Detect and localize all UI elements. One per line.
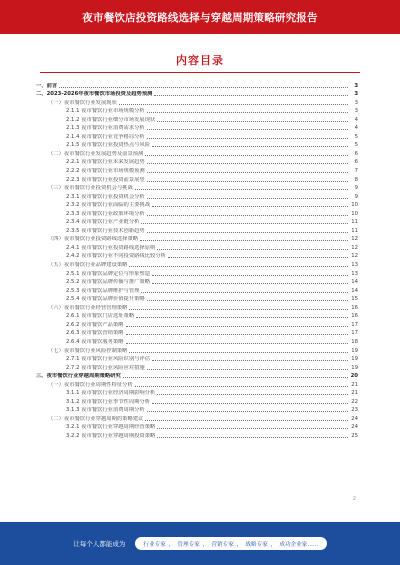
toc-entry-page: 17 [351,321,358,328]
toc-entry-text: 二、2023-2026年夜市餐饮市场投资及趋势预测 [36,91,153,98]
toc-leader-dots [152,275,348,276]
toc-entry[interactable] [36,200,358,209]
report-header-bar [0,0,400,34]
toc-entry-text: 3.1.2 夜市餐饮行业季节性周期分析 [66,398,151,405]
toc-entry[interactable] [36,319,358,328]
toc-entry-page: 20 [350,373,358,380]
toc-entry[interactable] [36,388,358,397]
toc-entry-text: 2.6.4 夜市餐饮服务策略 [66,338,124,345]
footer-role: 营销专家 [211,541,234,548]
toc-entry-page: 9 [354,193,358,200]
toc-leader-dots [147,369,348,370]
toc-entry-page: 14 [351,279,358,286]
toc-leader-dots [135,189,348,190]
toc-entry-text: 2.5.4 夜市餐饮品牌价值提升策略 [66,296,145,303]
toc-entry-page: 18 [351,338,358,345]
toc-entry[interactable] [36,89,358,98]
toc-entry-text: 2.7.2 夜市餐饮行业风险应对措施 [66,364,145,371]
toc-entry[interactable] [36,123,358,132]
toc-entry-text: （三）夜市餐饮行业投资机会与挑战 [48,185,133,192]
table-of-contents [36,80,358,439]
toc-entry-text: 2.6.3 夜市餐饮营销策略 [66,330,124,337]
toc-entry[interactable] [36,251,358,260]
toc-entry-page: 19 [351,356,358,363]
toc-entry[interactable] [36,217,358,226]
toc-leader-dots [129,309,348,310]
toc-entry-text: 2.6.1 夜市餐饮门店选址策略 [66,313,135,320]
toc-entry[interactable] [36,379,358,388]
toc-leader-dots [147,172,348,173]
toc-entry[interactable] [36,148,358,157]
toc-entry[interactable] [36,191,358,200]
footer-role: 成功企业家…… [279,541,319,548]
footer-roles-pill [135,537,326,550]
toc-entry-page: 12 [351,236,358,243]
toc-entry-page: 3 [354,91,358,98]
toc-leader-dots [157,428,348,429]
toc-entry[interactable] [36,174,358,183]
toc-entry-page: 3 [354,99,358,106]
toc-entry-text: 2.1.1 夜市餐饮行业市场规模分析 [66,108,145,115]
toc-entry-text: 3.1.3 夜市餐饮行业消费周期分析 [66,407,145,414]
toc-entry-text: 2.5.2 夜市餐饮品牌传播与推广策略 [66,279,151,286]
toc-leader-dots [147,163,348,164]
toc-entry-text: 2.1.3 夜市餐饮行业消费需求分析 [66,125,145,132]
toc-entry-page: 13 [351,270,358,277]
toc-entry[interactable] [36,114,358,123]
toc-entry[interactable] [36,362,358,371]
toc-leader-dots [168,257,348,258]
toc-entry-text: 2.5.3 夜市餐饮品牌维护与管理 [66,287,140,294]
toc-leader-dots [147,138,348,139]
footer-separator: ， [202,541,209,548]
toc-entry[interactable] [36,131,358,140]
toc-entry[interactable] [36,328,358,337]
toc-entry-text: 2.1.2 夜市餐饮行业细分市场发展现状 [66,116,156,123]
toc-entry[interactable] [36,183,358,192]
toc-entry[interactable] [36,345,358,354]
toc-leader-dots [152,403,348,404]
toc-entry-page: 13 [351,262,358,269]
footer-bar [0,522,400,565]
toc-entry-page: 12 [351,253,358,260]
toc-entry-text: （二）夜市餐饮行业发展趋势及前景预测 [48,150,144,157]
toc-entry-page: 24 [351,415,358,422]
toc-entry-page: 7 [354,168,358,175]
toc-entry-text: 2.2.1 夜市餐饮行业未来发展趋势 [66,159,145,166]
toc-leader-dots [157,121,348,122]
footer-slogan: 让每个人都能成为 [73,540,126,548]
page-number: 2 [352,496,356,502]
toc-leader-dots [152,283,348,284]
toc-entry[interactable] [36,354,358,363]
toc-entry-page: 22 [351,398,358,405]
toc-entry-text: 一、前言 [36,82,58,89]
toc-entry-page: 3 [354,108,358,115]
toc-entry-page: 4 [354,116,358,123]
toc-leader-dots [145,420,348,421]
toc-entry-text: 2.3.5 夜市餐饮行业技术创新趋势 [66,227,145,234]
toc-entry[interactable] [36,277,358,286]
toc-entry[interactable] [36,208,358,217]
toc-entry[interactable] [36,405,358,414]
toc-entry-text: （七）夜市餐饮行业风险控制策略 [48,347,128,354]
toc-leader-dots [141,223,348,224]
toc-entry-page: 6 [354,159,358,166]
toc-leader-dots [147,411,348,412]
toc-entry-text: 2.7.1 夜市餐饮行业风险识别与评估 [66,356,151,363]
toc-leader-dots [145,155,348,156]
toc-entry-text: 3.2.2 夜市餐饮行业穿越周期投资策略 [66,432,156,439]
toc-entry[interactable] [36,140,358,149]
toc-entry[interactable] [36,371,358,380]
toc-entry-page: 12 [351,244,358,251]
toc-entry[interactable] [36,242,358,251]
toc-leader-dots [147,215,348,216]
toc-leader-dots [141,292,348,293]
toc-leader-dots [126,343,348,344]
toc-entry-text: 2.6.2 夜市餐饮产品策略 [66,321,124,328]
toc-entry-page: 21 [351,381,358,388]
toc-entry-page: 4 [354,125,358,132]
toc-entry-page: 6 [354,150,358,157]
toc-entry-page: 17 [351,330,358,337]
toc-leader-dots [157,394,348,395]
toc-entry-text: 3.2.1 夜市餐饮行业穿越周期经营策略 [66,424,156,431]
toc-entry-page: 5 [354,142,358,149]
toc-entry-text: 2.3.4 夜市餐饮行业产业链分析 [66,219,140,226]
toc-leader-dots [147,112,348,113]
toc-entry-page: 15 [351,296,358,303]
toc-entry-text: 三、夜市餐饮行业穿越周期策略研究 [36,373,121,380]
toc-entry-text: 2.1.4 夜市餐饮行业竞争格局分析 [66,133,145,140]
toc-leader-dots [147,198,348,199]
toc-entry-page: 11 [351,227,358,234]
toc-leader-dots [140,240,348,241]
toc-entry-page: 24 [351,424,358,431]
toc-entry[interactable] [36,97,358,106]
toc-entry-page: 16 [351,313,358,320]
toc-entry-text: （二）夜市餐饮行业穿越周期的策略建议 [48,415,144,422]
toc-entry-page: 9 [354,185,358,192]
toc-entry-page: 21 [351,390,358,397]
toc-entry-text: 2.4.2 夜市餐饮行业不同投资路线比较分析 [66,253,166,260]
toc-entry-page: 19 [351,364,358,371]
toc-leader-dots [154,95,348,96]
toc-entry-text: 2.4.1 夜市餐饮行业投资路线选择原则 [66,244,156,251]
footer-role: 管理专家 [177,541,200,548]
toc-leader-dots [126,326,348,327]
toc-entry-text: 3.1.1 夜市餐饮行业经济周期影响分析 [66,390,156,397]
toc-entry-text: 2.3.1 夜市餐饮行业投资机会分析 [66,193,145,200]
toc-entry[interactable] [36,225,358,234]
toc-title: 内容目录 [176,54,224,67]
toc-leader-dots [129,266,348,267]
toc-entry[interactable] [36,422,358,431]
footer-separator: ， [236,541,243,548]
toc-leader-dots [147,232,348,233]
toc-entry-page: 19 [351,347,358,354]
toc-entry[interactable] [36,259,358,268]
toc-entry-text: （六）夜市餐饮行业经营管理策略 [48,304,128,311]
toc-entry[interactable] [36,302,358,311]
toc-leader-dots [59,87,348,88]
toc-leader-dots [157,249,348,250]
toc-entry-page: 11 [351,219,358,226]
toc-entry-page: 3 [354,82,358,89]
toc-entry-text: 2.5.1 夜市餐饮品牌定位与形象塑造 [66,270,151,277]
toc-divider [40,72,360,73]
toc-leader-dots [135,386,348,387]
toc-entry-page: 16 [351,304,358,311]
toc-entry[interactable] [36,430,358,439]
toc-entry-page: 25 [351,432,358,439]
toc-entry-page: 23 [351,407,358,414]
toc-entry[interactable] [36,311,358,320]
toc-entry-text: 2.3.2 夜市餐饮行业面临的主要挑战 [66,202,151,209]
toc-leader-dots [126,334,348,335]
toc-leader-dots [147,181,348,182]
toc-leader-dots [147,300,348,301]
toc-entry-text: 2.1.5 夜市餐饮行业投资热点与风险 [66,142,151,149]
toc-leader-dots [152,146,348,147]
toc-leader-dots [152,206,348,207]
toc-entry[interactable] [36,294,358,303]
toc-entry[interactable] [36,165,358,174]
toc-entry-page: 8 [354,176,358,183]
toc-entry-text: （四）夜市餐饮行业投资路线选择策略 [48,236,139,243]
toc-entry[interactable] [36,157,358,166]
toc-leader-dots [136,317,348,318]
footer-role: 行业专家 [143,541,166,548]
toc-entry-text: （一）夜市餐饮行业周期性特征分析 [48,381,133,388]
toc-entry-page: 14 [351,287,358,294]
toc-leader-dots [147,129,348,130]
report-title: 夜市餐饮店投资路线选择与穿越周期策略研究报告 [82,11,318,24]
toc-entry-page: 5 [354,133,358,140]
toc-entry-text: 2.3.3 夜市餐饮行业政策环境分析 [66,210,145,217]
toc-entry-text: （五）夜市餐饮行业品牌建设策略 [48,262,128,269]
toc-entry-text: （一）夜市餐饮行业发展现状 [48,99,117,106]
toc-entry[interactable] [36,234,358,243]
toc-leader-dots [119,104,348,105]
toc-entry-page: 10 [351,202,358,209]
footer-separator: ， [168,541,175,548]
toc-leader-dots [129,352,348,353]
toc-entry-page: 10 [351,210,358,217]
toc-entry[interactable] [36,106,358,115]
toc-leader-dots [157,437,348,438]
toc-entry-text: 2.2.2 夜市餐饮行业市场规模预测 [66,168,145,175]
toc-entry[interactable] [36,396,358,405]
footer-separator: ， [270,541,277,548]
toc-leader-dots [123,377,348,378]
toc-entry[interactable] [36,80,358,89]
toc-entry[interactable] [36,413,358,422]
toc-entry-text: 2.2.3 夜市餐饮行业投资前景展望 [66,176,145,183]
toc-entry[interactable] [36,268,358,277]
footer-role: 战略专家 [245,541,268,548]
toc-entry[interactable] [36,285,358,294]
toc-leader-dots [152,360,348,361]
toc-entry[interactable] [36,336,358,345]
